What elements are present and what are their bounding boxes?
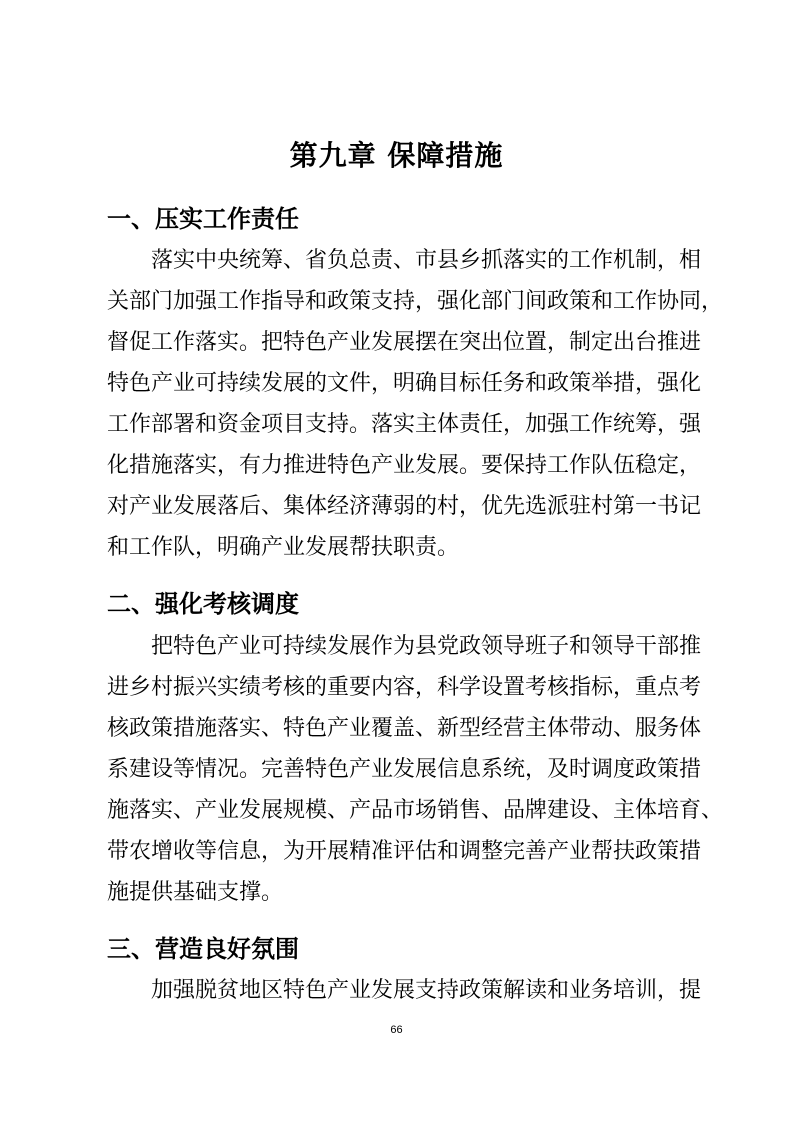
- paragraph-line: 对产业发展落后、集体经济薄弱的村，优先选派驻村第一书记: [107, 494, 702, 519]
- page-number: 66: [390, 1024, 403, 1036]
- paragraph-line: 和工作队，明确产业发展帮扶职责。: [107, 535, 460, 560]
- paragraph-line: 带农增收等信息，为开展精准评估和调整完善产业帮扶政策措: [107, 839, 702, 864]
- paragraph-line: 把特色产业可持续发展作为县党政领导班子和领导干部推: [151, 634, 702, 659]
- paragraph-line: 工作部署和资金项目支持。落实主体责任，加强工作统筹，强: [107, 412, 702, 437]
- paragraph-line: 施落实、产业发展规模、产品市场销售、品牌建设、主体培育、: [107, 798, 724, 823]
- paragraph-line: 核政策措施落实、特色产业覆盖、新型经营主体带动、服务体: [107, 716, 702, 741]
- section-heading-2: 二、强化考核调度: [107, 590, 299, 618]
- paragraph-line: 加强脱贫地区特色产业发展支持政策解读和业务培训，提: [151, 978, 702, 1003]
- paragraph-line: 施提供基础支撑。: [107, 880, 284, 905]
- paragraph-line: 特色产业可持续发展的文件，明确目标任务和政策举措，强化: [107, 371, 702, 396]
- paragraph-line: 系建设等情况。完善特色产业发展信息系统，及时调度政策措: [107, 757, 702, 782]
- paragraph-line: 化措施落实，有力推进特色产业发展。要保持工作队伍稳定，: [107, 453, 702, 478]
- section-heading-1: 一、压实工作责任: [107, 205, 299, 233]
- section-heading-3: 三、营造良好氛围: [107, 935, 299, 963]
- paragraph-line: 督促工作落实。把特色产业发展摆在突出位置，制定出台推进: [107, 330, 702, 355]
- chapter-title: 第九章 保障措施: [289, 139, 504, 172]
- paragraph-line: 落实中央统筹、省负总责、市县乡抓落实的工作机制，相: [151, 248, 702, 273]
- paragraph-line: 关部门加强工作指导和政策支持，强化部门间政策和工作协同，: [107, 289, 724, 314]
- paragraph-line: 进乡村振兴实绩考核的重要内容，科学设置考核指标，重点考: [107, 675, 702, 700]
